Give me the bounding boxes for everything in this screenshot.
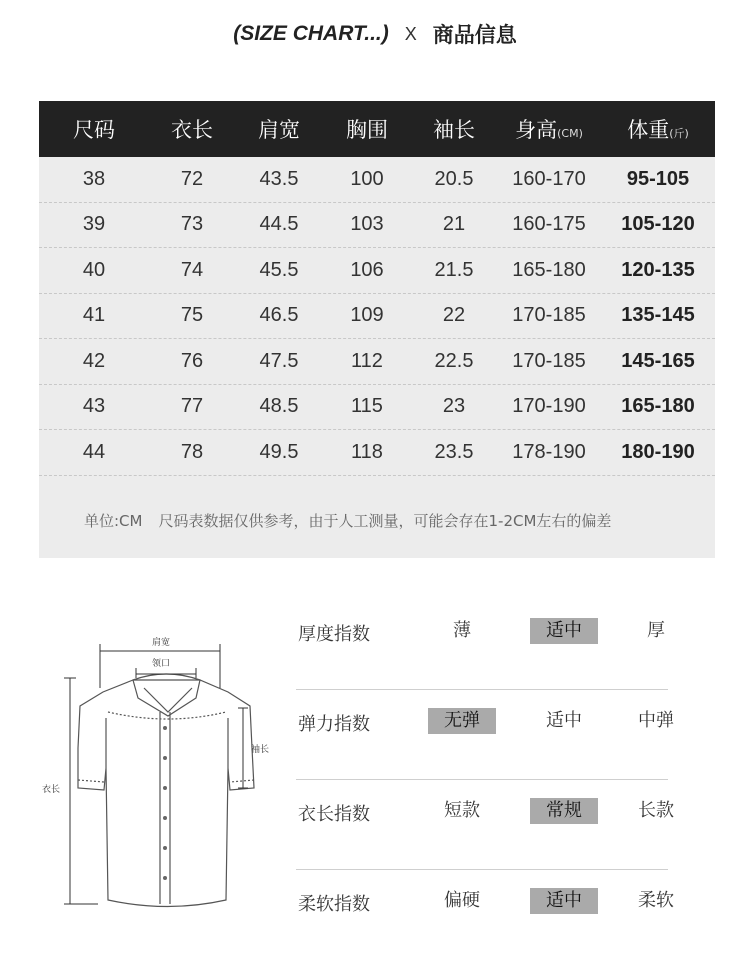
shirt-diagram	[42, 628, 288, 928]
table-cell: 44	[82, 440, 106, 463]
table-cell: 72	[180, 167, 204, 190]
header-cell	[235, 114, 323, 144]
fabric-index-row	[296, 690, 674, 780]
table-cell: 73	[180, 213, 204, 236]
table-cell: 48.5	[259, 395, 299, 418]
table-row	[39, 294, 715, 340]
note-text: 尺码表数据仅供参考，由于人工测量，可能会存在1-2CM左右的偏差	[158, 512, 612, 530]
fabric-option: 偏硬	[444, 890, 480, 911]
fabric-index-row	[296, 780, 674, 870]
table-cell: 78	[180, 440, 204, 463]
table-cell: 170-190	[512, 395, 586, 418]
header-cell	[323, 114, 411, 144]
fabric-option-selected: 适中	[530, 888, 598, 914]
label-sleeve: 袖长	[251, 745, 270, 755]
table-cell: 44.5	[259, 213, 299, 236]
header-cell	[149, 114, 235, 144]
table-cell: 95-105	[626, 167, 690, 190]
table-cell: 109	[350, 304, 384, 327]
header-label: 袖长	[433, 118, 475, 142]
fabric-index-row	[296, 600, 668, 690]
table-cell: 49.5	[259, 440, 299, 463]
table-cell: 40	[82, 258, 106, 281]
table-cell: 115	[351, 395, 383, 418]
header-cell	[411, 114, 497, 144]
table-cell: 112	[351, 349, 383, 372]
header-label: 身高	[515, 118, 558, 142]
table-cell: 39	[82, 213, 106, 236]
table-body	[39, 157, 715, 476]
title-chinese: 商品信息	[432, 23, 517, 47]
fabric-option: 长款	[638, 800, 674, 821]
table-cell: 23.5	[434, 440, 474, 463]
note-unit: 单位:CM	[84, 512, 143, 530]
table-cell: 180-190	[621, 440, 695, 463]
table-cell: 76	[180, 349, 204, 372]
table-cell: 77	[180, 395, 204, 418]
table-row	[39, 248, 715, 294]
table-cell: 22	[442, 304, 466, 327]
fabric-option-selected: 无弹	[428, 708, 496, 734]
table-note	[84, 510, 627, 531]
table-cell: 165-180	[512, 258, 586, 281]
fabric-index-panel	[296, 600, 674, 960]
header-label: 胸围	[346, 118, 388, 142]
table-cell: 42	[82, 349, 106, 372]
table-row	[39, 157, 715, 203]
table-cell: 135-145	[621, 304, 695, 327]
table-cell: 106	[350, 258, 384, 281]
fabric-option: 适中	[546, 710, 582, 731]
fabric-index-row	[296, 870, 674, 960]
table-cell: 75	[180, 304, 204, 327]
table-row	[39, 430, 715, 476]
table-cell: 23	[442, 395, 466, 418]
table-cell: 118	[351, 440, 383, 463]
label-collar: 领口	[152, 659, 171, 669]
table-cell: 160-170	[512, 167, 586, 190]
label-shoulder: 肩宽	[152, 638, 171, 648]
table-header	[39, 101, 715, 157]
table-cell: 45.5	[259, 258, 299, 281]
fabric-option-selected: 适中	[530, 618, 598, 644]
header-cell	[39, 114, 149, 144]
title-english: (SIZE CHART...)	[233, 22, 389, 45]
table-cell: 41	[82, 304, 106, 327]
shirt-outline	[78, 680, 254, 907]
table-cell: 100	[350, 167, 384, 190]
table-cell: 46.5	[259, 304, 299, 327]
fabric-index-label: 厚度指数	[298, 624, 370, 645]
fabric-option-selected: 常规	[530, 798, 598, 824]
table-cell: 21.5	[434, 258, 474, 281]
fabric-index-label: 衣长指数	[298, 804, 370, 825]
table-row	[39, 339, 715, 385]
table-cell: 160-175	[512, 213, 586, 236]
title-separator: X	[404, 23, 417, 44]
fabric-index-label: 弹力指数	[298, 714, 370, 735]
table-cell: 165-180	[621, 395, 695, 418]
header-label: 肩宽	[258, 118, 300, 142]
fabric-option: 厚	[647, 620, 665, 641]
header-cell	[601, 114, 715, 144]
fabric-index-label: 柔软指数	[298, 894, 370, 915]
header-unit: (斤)	[669, 127, 689, 140]
table-cell: 38	[82, 167, 106, 190]
fabric-option: 柔软	[638, 890, 674, 911]
table-cell: 145-165	[621, 349, 695, 372]
header-label: 尺码	[73, 118, 115, 142]
header-label: 衣长	[171, 118, 213, 142]
table-cell: 20.5	[434, 167, 474, 190]
header-unit: (CM)	[557, 127, 583, 140]
table-cell: 21	[442, 213, 466, 236]
label-length: 衣长	[42, 785, 61, 795]
fabric-option: 薄	[453, 620, 471, 641]
header-label: 体重	[627, 118, 670, 142]
table-cell: 120-135	[621, 258, 695, 281]
table-cell: 43.5	[259, 167, 299, 190]
table-cell: 22.5	[434, 349, 474, 372]
fabric-option: 中弹	[638, 710, 674, 731]
fabric-option: 短款	[444, 800, 480, 821]
table-cell: 170-185	[512, 349, 586, 372]
table-cell: 74	[180, 258, 204, 281]
table-row	[39, 203, 715, 249]
table-cell: 170-185	[512, 304, 586, 327]
table-cell: 178-190	[512, 440, 586, 463]
table-row	[39, 385, 715, 431]
table-cell: 43	[82, 395, 106, 418]
page-title	[0, 14, 750, 54]
table-cell: 105-120	[621, 213, 695, 236]
header-cell	[497, 114, 601, 144]
size-chart-table	[39, 101, 715, 558]
table-cell: 103	[350, 213, 384, 236]
table-cell: 47.5	[259, 349, 299, 372]
